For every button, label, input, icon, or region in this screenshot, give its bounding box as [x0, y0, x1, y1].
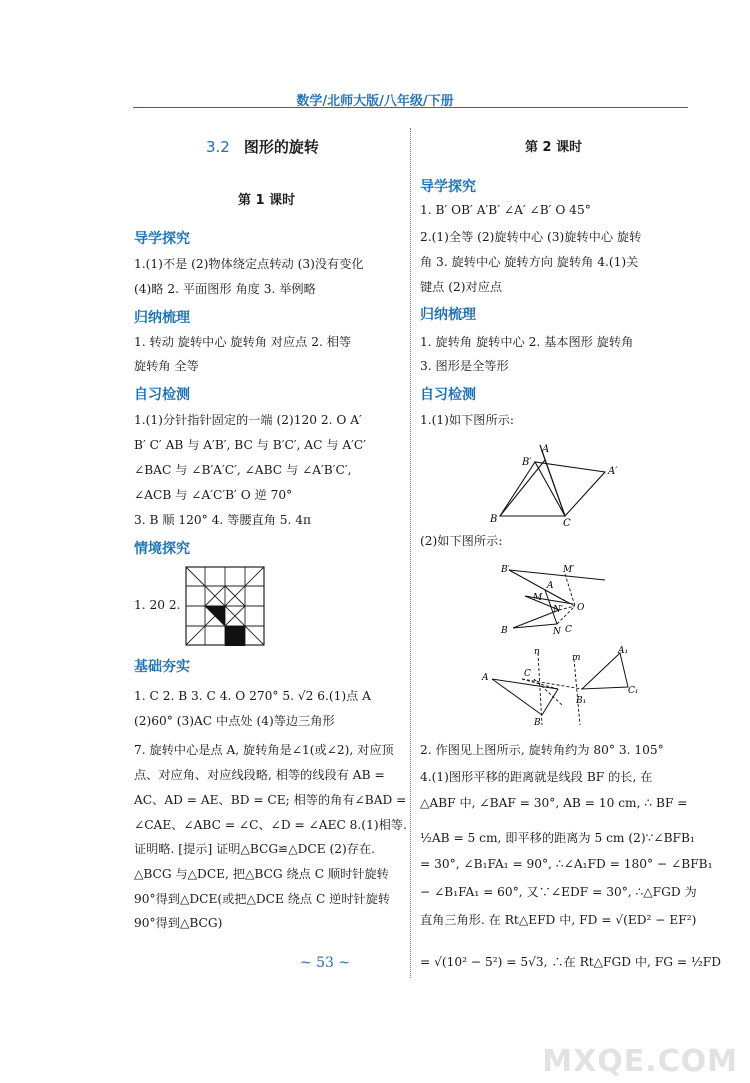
- label-m: m: [572, 653, 581, 663]
- rotation-figure-2: [495, 560, 615, 640]
- label-M: M: [533, 593, 543, 603]
- watermark: MXQE.COM: [542, 1044, 738, 1079]
- text-line: ∠CAE、∠ABC = ∠C、∠D = ∠AEC 8.(1)相等.: [134, 818, 407, 832]
- text-line: 1. 20 2.: [134, 598, 181, 612]
- text-line: 证明略. [提示] 证明△BCG≌△DCE (2)存在.: [134, 842, 376, 856]
- text-line: 点、对应角、对应线段略, 相等的线段有 AB =: [134, 768, 385, 782]
- chapter-title: [206, 136, 319, 157]
- text-line: 旋转角 全等: [134, 359, 199, 373]
- text-line: △ABF 中, ∠BAF = 30°, AB = 10 cm, ∴ BF =: [420, 796, 688, 810]
- text-line: 3. B 顺 120° 4. 等腰直角 5. 4π: [134, 513, 312, 527]
- text-line: 1.(1)不是 (2)物体绕定点转动 (3)没有变化: [134, 257, 364, 271]
- text-line: 7. 旋转中心是点 A, 旋转角是∠1(或∠2), 对应顶: [134, 743, 394, 757]
- text-line: △BCG 与△DCE, 把△BCG 绕点 C 顺时针旋转: [134, 867, 389, 881]
- section-title: 自习检测: [420, 387, 476, 403]
- section-title: 归纳梳理: [134, 310, 190, 326]
- text-line: 角 3. 旋转中心 旋转方向 旋转角 4.(1)关: [420, 255, 639, 269]
- label-O: O: [577, 603, 585, 613]
- text-line: 1. B′ OB′ A′B′ ∠A′ ∠B′ O 45°: [420, 203, 591, 217]
- text-line: 90°得到△DCE(或把△DCE 绕点 C 逆时针旋转: [134, 892, 391, 906]
- rotation-figure-1: [480, 440, 630, 530]
- text-line: 直角三角形. 在 Rt△EFD 中, FD = √(ED² − EF²): [420, 913, 697, 927]
- text-line: ∠ACB 与 ∠A′C′B′ O 逆 70°: [134, 488, 293, 502]
- text-line: 3. 图形是全等形: [420, 359, 509, 373]
- label-C: C: [524, 669, 531, 679]
- label-M-prime: M′: [563, 565, 575, 575]
- text-line: 1. C 2. B 3. C 4. O 270° 5. √2 6.(1)点 A: [134, 689, 371, 703]
- text-line: 1.(1)分针指针固定的一端 (2)120 2. O A′: [134, 413, 362, 427]
- text-line: 1. 转动 旋转中心 旋转角 对应点 2. 相等: [134, 335, 352, 349]
- text-line: 1.(1)如下图所示:: [420, 413, 514, 427]
- text-line: AC、AD = AE、BD = CE; 相等的角有∠BAD =: [134, 793, 407, 807]
- section-title: 导学探究: [134, 231, 190, 247]
- label-B: B: [490, 514, 498, 525]
- label-A: A: [542, 444, 550, 455]
- column-divider: [410, 128, 411, 978]
- lesson-2-title: 第 2 课时: [525, 140, 583, 155]
- grid-figure: [185, 566, 265, 646]
- text-line: 1. 旋转角 旋转中心 2. 基本图形 旋转角: [420, 335, 634, 349]
- label-A: A: [547, 581, 554, 591]
- text-line: (2)如下图所示:: [420, 534, 503, 548]
- text-line: ½AB = 5 cm, 即平移的距离为 5 cm (2)∵∠BFB₁: [420, 831, 695, 845]
- page-number: ~ 53 ~: [299, 955, 351, 971]
- label-B-prime: B′: [522, 457, 532, 468]
- label-B: B: [534, 718, 541, 728]
- lesson-1-title: 第 1 课时: [238, 193, 296, 208]
- label-C: C: [563, 518, 571, 529]
- text-line: ∠BAC 与 ∠B′A′C′, ∠ABC 与 ∠A′B′C′,: [134, 463, 352, 477]
- text-line: = √(10² − 5²) = 5√3, ∴在 Rt△FGD 中, FG = ½FD: [420, 955, 721, 969]
- label-N: N: [553, 627, 561, 637]
- running-header: 数学/北师大版/八年级/下册: [296, 94, 454, 109]
- text-line: B′ C′ AB 与 A′B′, BC 与 B′C′, AC 与 A′C′: [134, 438, 367, 452]
- label-B-prime: B′: [501, 565, 510, 575]
- text-line: 2. 作图见上图所示, 旋转角约为 80° 3. 105°: [420, 743, 664, 757]
- text-line: 2.(1)全等 (2)旋转中心 (3)旋转中心 旋转: [420, 230, 642, 244]
- chapter-name: 图形的旋转: [243, 138, 319, 156]
- label-C: C: [565, 625, 572, 635]
- label-C1: C₁: [628, 686, 639, 696]
- label-A-prime: A′: [608, 466, 618, 477]
- label-n: n: [534, 647, 540, 657]
- text-line: 键点 (2)对应点: [420, 280, 503, 294]
- text-line: − ∠B₁FA₁ = 60°, 又∵∠EDF = 30°, ∴△FGD 为: [420, 885, 697, 899]
- header-rule: [133, 107, 688, 108]
- label-N-prime: N′: [553, 605, 563, 615]
- text-line: (2)60° (3)AC 中点处 (4)等边三角形: [134, 714, 335, 728]
- label-A1: A₁: [618, 646, 629, 656]
- section-title: 归纳梳理: [420, 307, 476, 323]
- section-title: 情境探究: [134, 541, 190, 557]
- rotation-figure-3: [480, 645, 640, 730]
- text-line: (4)略 2. 平面图形 角度 3. 举例略: [134, 282, 316, 296]
- label-B: B: [501, 626, 508, 636]
- text-line: 90°得到△BCG): [134, 916, 223, 930]
- label-A: A: [482, 673, 489, 683]
- section-title: 导学探究: [420, 179, 476, 195]
- text-line: = 30°, ∠B₁FA₁ = 90°, ∴∠A₁FD = 180° − ∠BFB₁: [420, 857, 713, 871]
- section-title: 自习检测: [134, 387, 190, 403]
- section-title: 基础夯实: [134, 659, 190, 675]
- chapter-number: 3.2: [206, 138, 230, 156]
- label-B1: B₁: [576, 696, 587, 706]
- text-line: 4.(1)图形平移的距离就是线段 BF 的长, 在: [420, 770, 653, 784]
